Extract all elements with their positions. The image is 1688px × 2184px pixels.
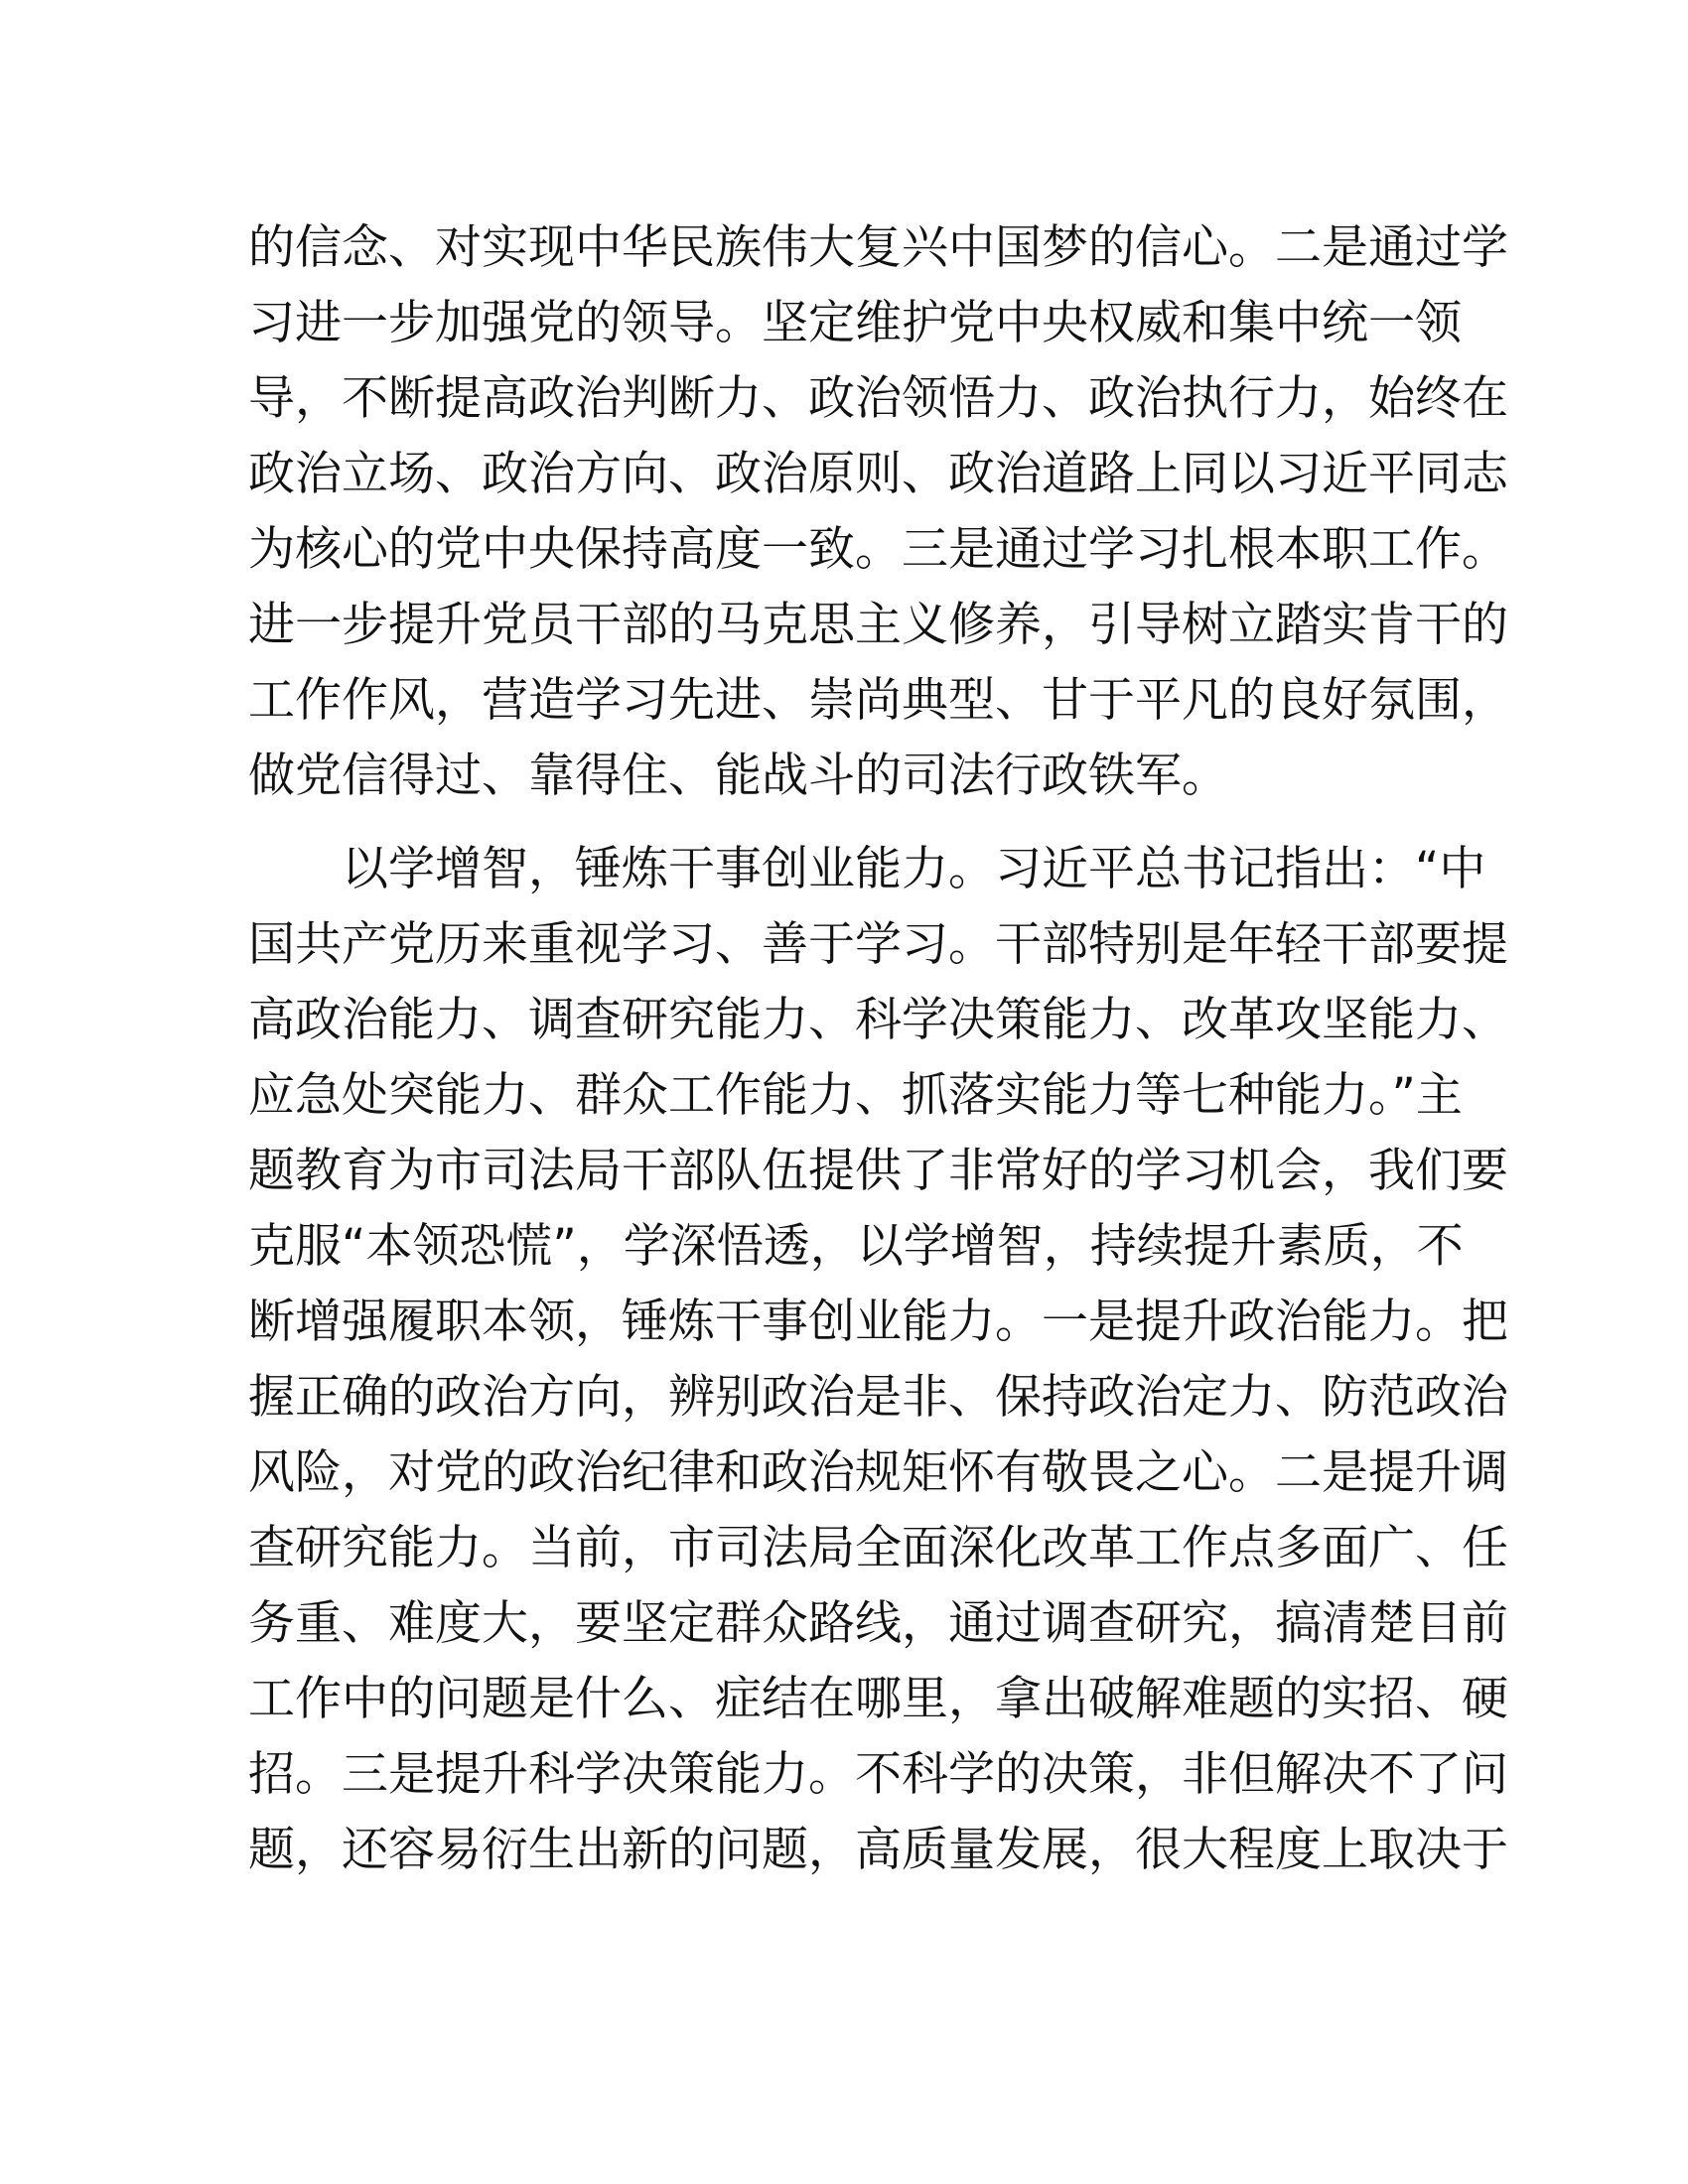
- text-line: 高政治能力、调查研究能力、科学决策能力、改革攻坚能力、: [248, 993, 1508, 1047]
- paragraph-1: [248, 210, 1508, 814]
- text-line: 题，还容易衍生出新的问题，高质量发展，很大程度上取决于: [248, 1823, 1508, 1877]
- paragraph-spacer: [248, 814, 1440, 832]
- text-line: 风险，对党的政治纪律和政治规矩怀有敬畏之心。二是提升调: [248, 1445, 1508, 1500]
- text-line: 习进一步加强党的领导。坚定维护党中央权威和集中统一领: [248, 296, 1462, 350]
- text-line: 国共产党历来重视学习、善于学习。干部特别是年轻干部要提: [248, 917, 1508, 972]
- text-line: 题教育为市司法局干部队伍提供了非常好的学习机会，我们要: [248, 1144, 1508, 1198]
- text-line: 进一步提升党员干部的马克思主义修养，引导树立踏实肯干的: [248, 598, 1508, 652]
- paragraph-2: [248, 832, 1508, 1888]
- text-line: 做党信得过、靠得住、能战斗的司法行政铁军。: [248, 749, 1228, 803]
- text-line: 政治立场、政治方向、政治原则、政治道路上同以习近平同志: [248, 447, 1508, 501]
- text-line: 招。三是提升科学决策能力。不科学的决策，非但解决不了问: [248, 1747, 1508, 1802]
- text-line: 务重、难度大，要坚定群众路线，通过调查研究，搞清楚目前: [248, 1596, 1508, 1651]
- text-line: 导，不断提高政治判断力、政治领悟力、政治执行力，始终在: [248, 371, 1508, 426]
- text-line: 握正确的政治方向，辨别政治是非、保持政治定力、防范政治: [248, 1370, 1508, 1425]
- text-line: 为核心的党中央保持高度一致。三是通过学习扎根本职工作。: [248, 522, 1508, 577]
- text-line: 断增强履职本领，锤炼干事创业能力。一是提升政治能力。把: [248, 1295, 1508, 1349]
- text-line: 工作中的问题是什么、症结在哪里，拿出破解难题的实招、硬: [248, 1672, 1508, 1726]
- text-line: 查研究能力。当前，市司法局全面深化改革工作点多面广、任: [248, 1521, 1508, 1575]
- document-body: [248, 210, 1508, 1888]
- text-line-indented: 以学增智，锤炼干事创业能力。习近平总书记指出：“中: [342, 842, 1486, 896]
- text-line: 的信念、对实现中华民族伟大复兴中国梦的信心。二是通过学: [248, 220, 1508, 275]
- text-line: 克服“本领恐慌”，学深悟透，以学增智，持续提升素质，不: [248, 1219, 1464, 1274]
- text-line: 应急处突能力、群众工作能力、抓落实能力等七种能力。”主: [248, 1068, 1463, 1123]
- text-line: 工作作风，营造学习先进、崇尚典型、甘于平凡的良好氛围，: [248, 673, 1508, 728]
